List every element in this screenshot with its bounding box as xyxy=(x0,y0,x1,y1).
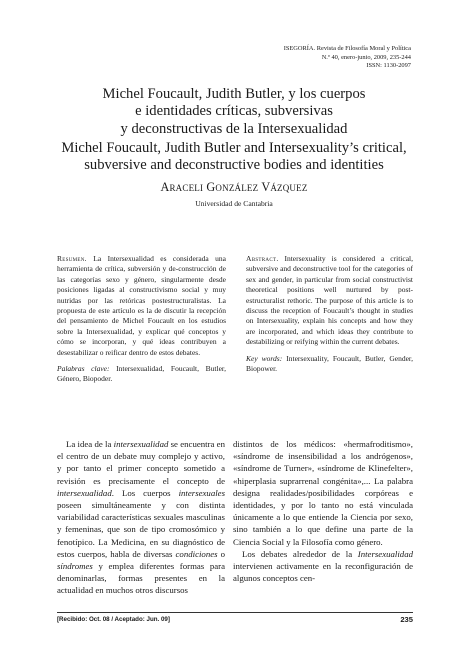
abstract-english xyxy=(246,254,413,374)
keywords-english-label: Key words: xyxy=(246,353,283,363)
abstract-spanish-body xyxy=(57,254,226,358)
title-spanish-line: Michel Foucault, Judith Butler, y los cuerpos xyxy=(102,86,366,102)
body-text: poseen simultáneamente y con distinta variabilidad características sexuales masculinas y femeninas, que son de tipo cromosómico y fenotípico. La Medicina, en su diagnóstico de estos cuerpos, habla de diversas xyxy=(57,500,225,559)
title-english-line: subversive and deconstructive bodies and identities xyxy=(84,157,384,174)
journal-issn: ISSN: 1130-2097 xyxy=(366,62,411,70)
keywords-spanish xyxy=(57,364,226,385)
body-term: síndromes xyxy=(57,561,93,572)
abstract-english-text: Intersexuality is considered a critical, subversive and deconstructive tool for the categories of sex and gender, in particular from social constructivist theoretical positions well nurtured by post-estructuralist rethoric. The purpose of this article is to discuss the reception of Foucault’s thought in studies on Intersexuality, explain his concepts and how they are incorporated, and which ideas they contribute to destabilizing or reifying within the current debates. xyxy=(246,254,413,347)
journal-name: ISEGORÍA. Revista de Filosofía Moral y Política xyxy=(283,45,411,52)
abstract-spanish xyxy=(57,254,226,385)
body-paragraph xyxy=(57,438,225,597)
keywords-spanish-text: Intersexualidad, Foucault, Butler, Género, Biopoder. xyxy=(57,364,226,384)
body-text: La idea de la xyxy=(66,439,114,449)
body-text: . Los cuerpos xyxy=(111,487,179,498)
body-text: y emplea diferentes formas para denominarlas, formas presentes en la actualidad en muchos otros discursos xyxy=(57,561,225,596)
title-spanish xyxy=(40,86,428,138)
page-number: 235 xyxy=(400,615,413,624)
body-column-right xyxy=(233,438,413,584)
body-text: intervienen activamente en la reconfiguración de algunos conceptos cen- xyxy=(233,561,413,584)
body-term: Intersexualidad xyxy=(357,548,413,559)
body-text: se encuentra en el centro de un debate muy complejo y activo, y por tanto el primer concepto sometido a revisión es precisamente el concepto de xyxy=(57,439,225,486)
abstract-spanish-text: La Intersexualidad es considerada una herramienta de crítica, subversión y de-construcción de las categorías sexo y género, singularmente desde posiciones ligadas al constructivismo social y muy nutridas por las retóricas postestructuralistas. La propuesta de este artículo es la de discutir la recepción del pensamiento de Michel Foucault en los estudios sobre la Intersexualidad, y explicar qué conceptos y cómo se incorporan, y qué ideas contribuyen a desestabilizar o reificar dentro de estos debates. xyxy=(57,254,226,357)
journal-header xyxy=(151,45,411,71)
title-spanish-line: e identidades críticas, subversivas xyxy=(135,103,333,120)
title-spanish-line: y deconstructivas de la Intersexualidad xyxy=(120,120,348,137)
body-term: intersexualidad xyxy=(113,439,169,449)
keywords-spanish-label: Palabras clave: xyxy=(57,364,110,374)
footer-divider xyxy=(57,612,413,613)
abstract-english-body xyxy=(246,254,413,348)
journal-issue: N.º 40, enero-junio, 2009, 235-244 xyxy=(321,53,411,61)
body-term: condiciones xyxy=(175,548,218,559)
keywords-english-text: Intersexuality, Foucault, Butler, Gender, Biopower. xyxy=(246,353,413,374)
body-term: intersexualidad xyxy=(57,487,112,498)
title-english xyxy=(40,140,428,175)
received-accepted-dates: [Recibido: Oct. 08 / Aceptado: Jun. 09] xyxy=(57,616,170,623)
body-paragraph: distintos de los médicos: «hermafroditismo», «síndrome de insensibilidad a los andrógenos», «síndrome de Turner», «síndrome de Klinefelter», «hiperplasia suprarrenal congénita»,... La palabra designa realidades/posibilidades corpóreas e identidades, y por lo tanto no está vinculada únicamente a lo que entiende la Ciencia por sexo, sino también a lo que define una parte de la Ciencia Social y la Filosofía como género. xyxy=(233,439,413,547)
title-english-line: Michel Foucault, Judith Butler and Intersexuality’s critical, xyxy=(61,140,407,156)
body-text: Los debates alrededor de la xyxy=(242,548,358,559)
body-paragraph xyxy=(233,548,413,585)
author-affiliation: Universidad de Cantabria xyxy=(195,199,273,208)
body-term: intersexuales xyxy=(178,487,225,498)
author-name: Araceli González Vázquez xyxy=(160,180,308,194)
body-text: o xyxy=(217,548,225,559)
body-column-left xyxy=(57,438,225,597)
keywords-english xyxy=(246,354,413,375)
abstract-english-label: Abstract. xyxy=(246,254,279,263)
abstract-spanish-label: Resumen. xyxy=(57,254,87,263)
